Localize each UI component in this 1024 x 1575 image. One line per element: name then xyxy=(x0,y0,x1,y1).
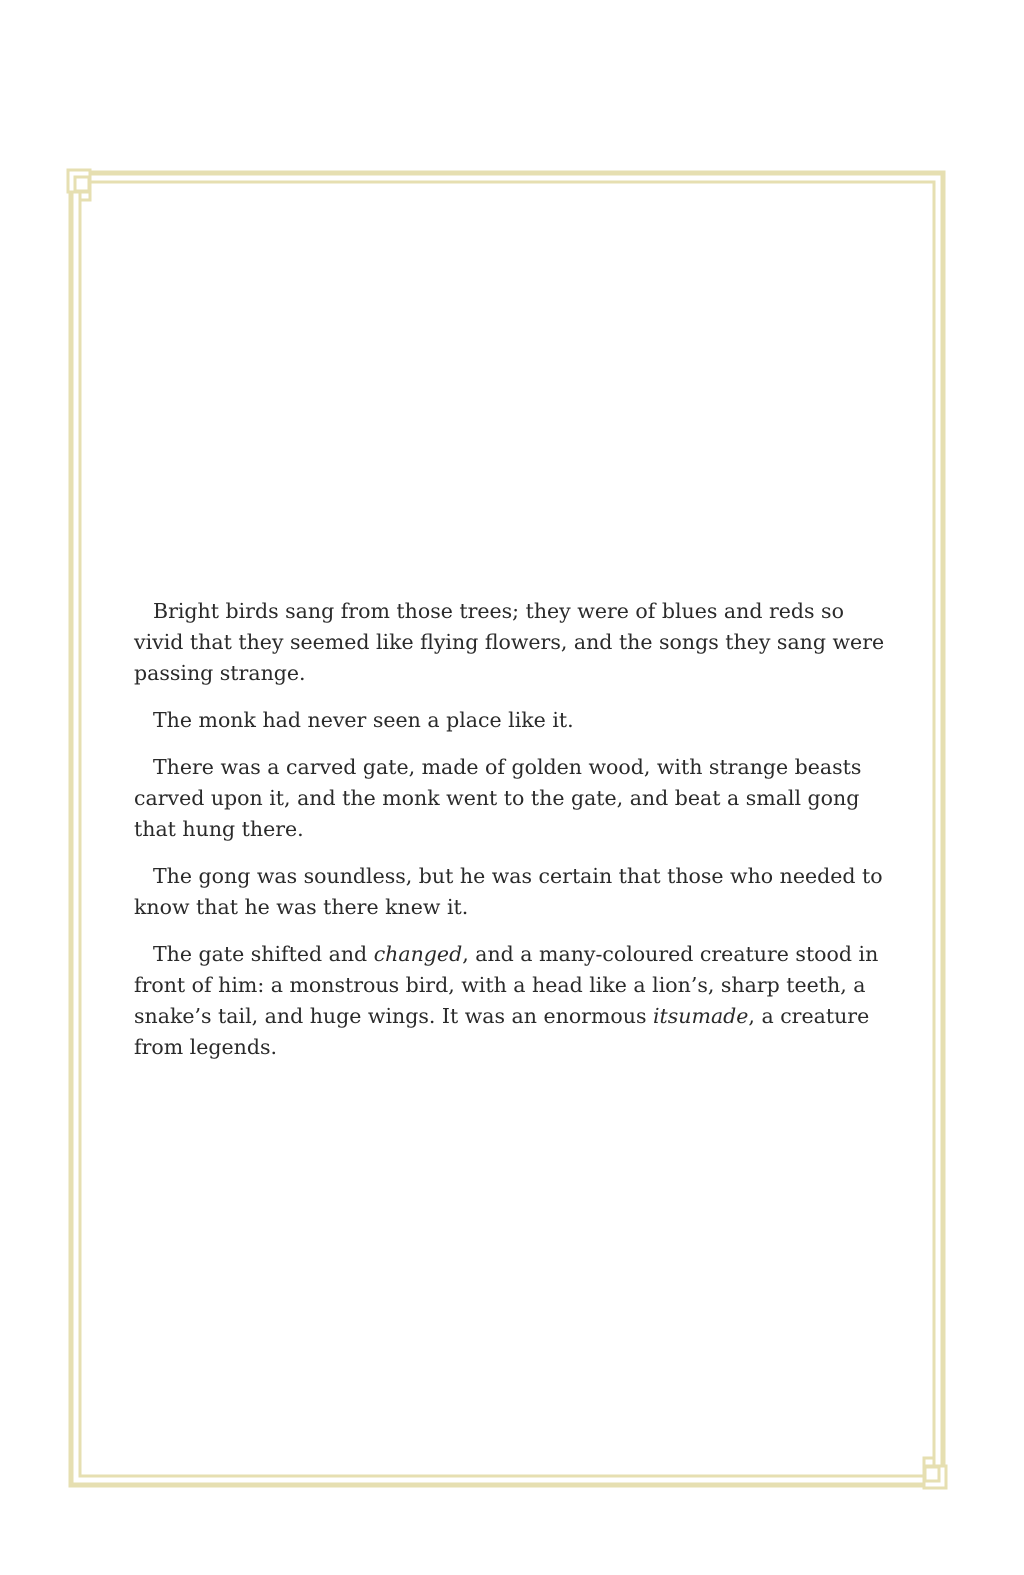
emphasis-changed: changed xyxy=(373,942,463,966)
paragraph-itsumade-part3: , a creature from legends. xyxy=(134,1004,870,1059)
paragraph-itsumade-part2: , and a many-coloured creature stood in front of him: a monstrous bird, with a head like a lion’s, sharp teeth, a snake’s tail, and huge wings. It was an enormous xyxy=(134,942,879,1028)
paragraph-itsumade xyxy=(134,939,894,1063)
story-text xyxy=(134,596,894,1079)
paragraph-itsumade-part1: The gate shifted and xyxy=(153,942,374,966)
paragraph-gate: There was a carved gate, made of golden wood, with strange beasts carved upon it, and the monk went to the gate, and beat a small gong that hung there. xyxy=(134,755,862,841)
paragraph-birds: Bright birds sang from those trees; they were of blues and reds so vivid that they seemed like flying flowers, and the songs they sang were passing strange. xyxy=(134,599,885,685)
paragraph-monk: The monk had never seen a place like it. xyxy=(153,708,574,732)
paragraph-gong: The gong was soundless, but he was certain that those who needed to know that he was there knew it. xyxy=(134,864,883,919)
emphasis-itsumade: itsumade xyxy=(652,1004,749,1028)
